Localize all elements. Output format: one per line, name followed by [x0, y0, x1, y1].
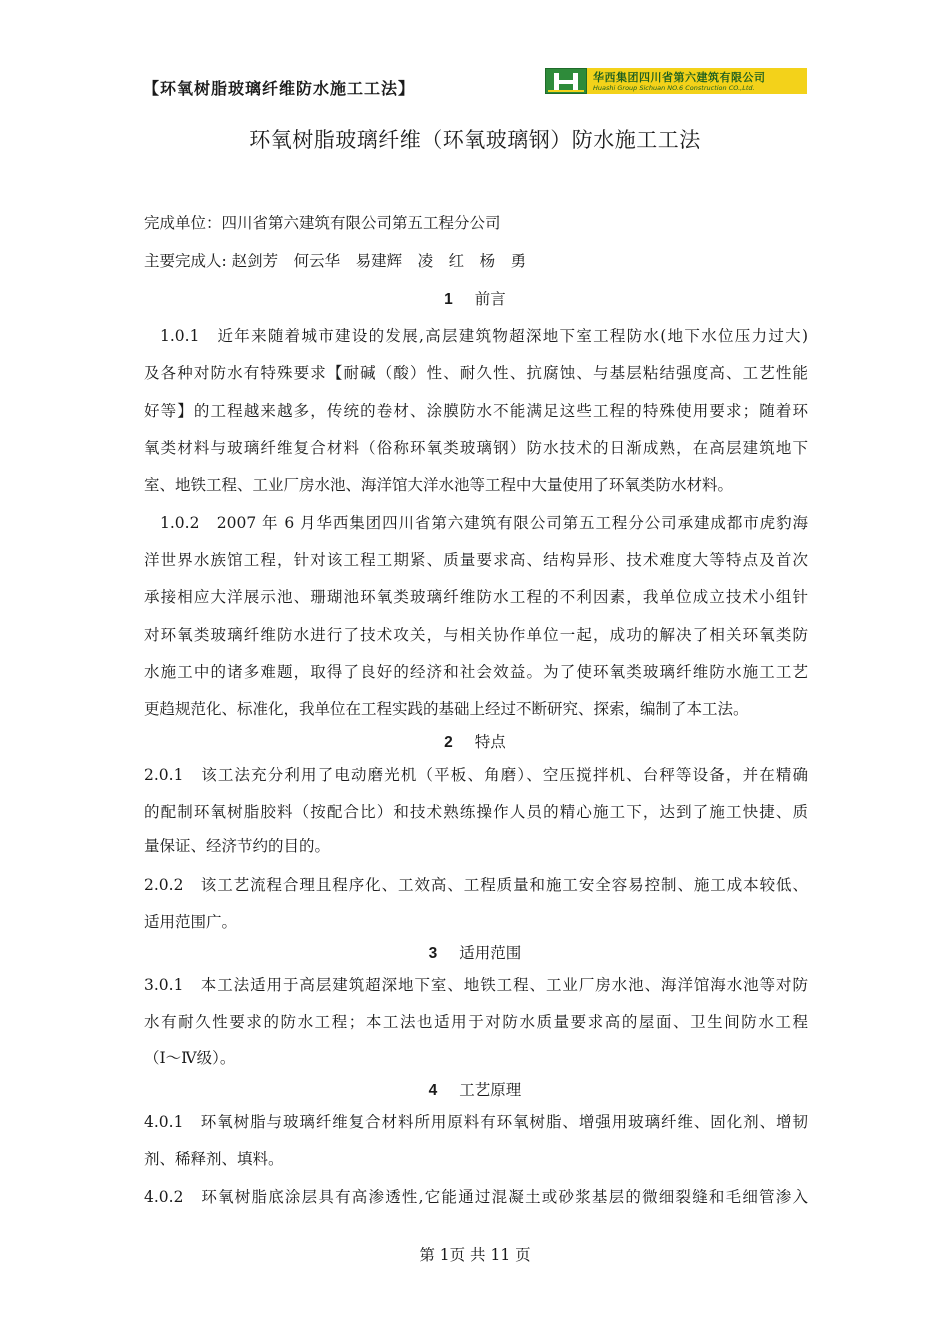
paragraph-line: 水有耐久性要求的防水工程；本工法也适用于对防水质量要求高的屋面、卫生间防水工程: [144, 1013, 808, 1031]
section-number: 3: [428, 945, 438, 962]
section-heading-1: [0, 287, 950, 309]
main-contributors: 主要完成人: 赵剑芳 何云华 易建辉 凌 红 杨 勇: [144, 252, 527, 270]
section-title: 前言: [474, 290, 506, 308]
paragraph-line: 适用范围广。: [144, 913, 238, 931]
section-title: 特点: [474, 733, 506, 751]
section-number: 1: [444, 291, 453, 308]
paragraph-line: 1.0.1 近年来随着城市建设的发展,高层建筑物超深地下室工程防水(地下水位压力过大): [160, 327, 808, 345]
completion-unit: 完成单位：四川省第六建筑有限公司第五工程分公司: [144, 214, 501, 232]
paragraph-line: 3.0.1 本工法适用于高层建筑超深地下室、地铁工程、工业厂房水池、海洋馆海水池等对防: [144, 976, 808, 994]
logo-company-name-cn: 华西集团四川省第六建筑有限公司: [593, 70, 766, 84]
section-number: 4: [428, 1082, 438, 1099]
logo-company-name-en: Huashi Group Sichuan NO.6 Construction CO.,Ltd.: [593, 83, 755, 92]
paragraph-line: 室、地铁工程、工业厂房水池、海洋馆大洋水池等工程中大量使用了环氧类防水材料。: [144, 476, 734, 494]
section-heading-4: [0, 1078, 950, 1100]
company-logo-icon: [545, 68, 587, 94]
paragraph-line: 洋世界水族馆工程，针对该工程工期紧、质量要求高、结构异形、技术难度大等特点及首次: [144, 551, 808, 569]
paragraph-line: 1.0.2 2007 年 6 月华西集团四川省第六建筑有限公司第五工程分公司承建成都市虎豹海: [160, 514, 808, 532]
paragraph-line: 更趋规范化、标准化，我单位在工程实践的基础上经过不断研究、探索，编制了本工法。: [144, 700, 749, 718]
paragraph-line: 剂、稀释剂、填料。: [144, 1150, 284, 1168]
paragraph-line: 好等】的工程越来越多，传统的卷材、涂膜防水不能满足这些工程的特殊使用要求；随着环: [144, 402, 808, 420]
section-heading-3: [0, 941, 950, 963]
paragraph-line: 4.0.2 环氧树脂底涂层具有高渗透性,它能通过混凝土或砂浆基层的微细裂缝和毛细管渗入: [144, 1188, 808, 1206]
paragraph-line: 承接相应大洋展示池、珊瑚池环氧类玻璃纤维防水工程的不利因素，我单位成立技术小组针: [144, 588, 808, 606]
section-number: 2: [444, 734, 453, 751]
section-title: 适用范围: [459, 944, 522, 962]
paragraph-line: （Ⅰ～Ⅳ级）。: [144, 1049, 236, 1067]
paragraph-line: 的配制环氧树脂胶料（按配合比）和技术熟练操作人员的精心施工下，达到了施工快捷、质: [144, 803, 808, 821]
document-title: 环氧树脂玻璃纤维（环氧玻璃钢）防水施工工法: [249, 128, 701, 152]
paragraph-line: 2.0.2 该工艺流程合理且程序化、工效高、工程质量和施工安全容易控制、施工成本较低、: [144, 876, 808, 894]
paragraph-line: 量保证、经济节约的目的。: [144, 837, 331, 855]
paragraph-line: 及各种对防水有特殊要求【耐碱（酸）性、耐久性、抗腐蚀、与基层粘结强度高、工艺性能: [144, 364, 808, 382]
paragraph-line: 2.0.1 该工法充分利用了电动磨光机（平板、角磨）、空压搅拌机、台秤等设备，并在精确: [144, 766, 808, 784]
paragraph-line: 氧类材料与玻璃纤维复合材料（俗称环氧类玻璃钢）防水技术的日渐成熟，在高层建筑地下: [144, 439, 808, 457]
section-title: 工艺原理: [459, 1081, 522, 1099]
paragraph-line: 水施工中的诸多难题，取得了良好的经济和社会效益。为了使环氧类玻璃纤维防水施工工艺: [144, 663, 808, 681]
paragraph-line: 对环氧类玻璃纤维防水进行了技术攻关，与相关协作单位一起，成功的解决了相关环氧类防: [144, 626, 808, 644]
page-number-footer: 第 1页 共 11 页: [419, 1246, 531, 1264]
header-document-title: 【环氧树脂玻璃纤维防水施工工法】: [143, 79, 416, 98]
paragraph-line: 4.0.1 环氧树脂与玻璃纤维复合材料所用原料有环氧树脂、增强用玻璃纤维、固化剂、增韧: [144, 1113, 808, 1131]
section-heading-2: [0, 730, 950, 752]
company-logo: [545, 68, 807, 94]
